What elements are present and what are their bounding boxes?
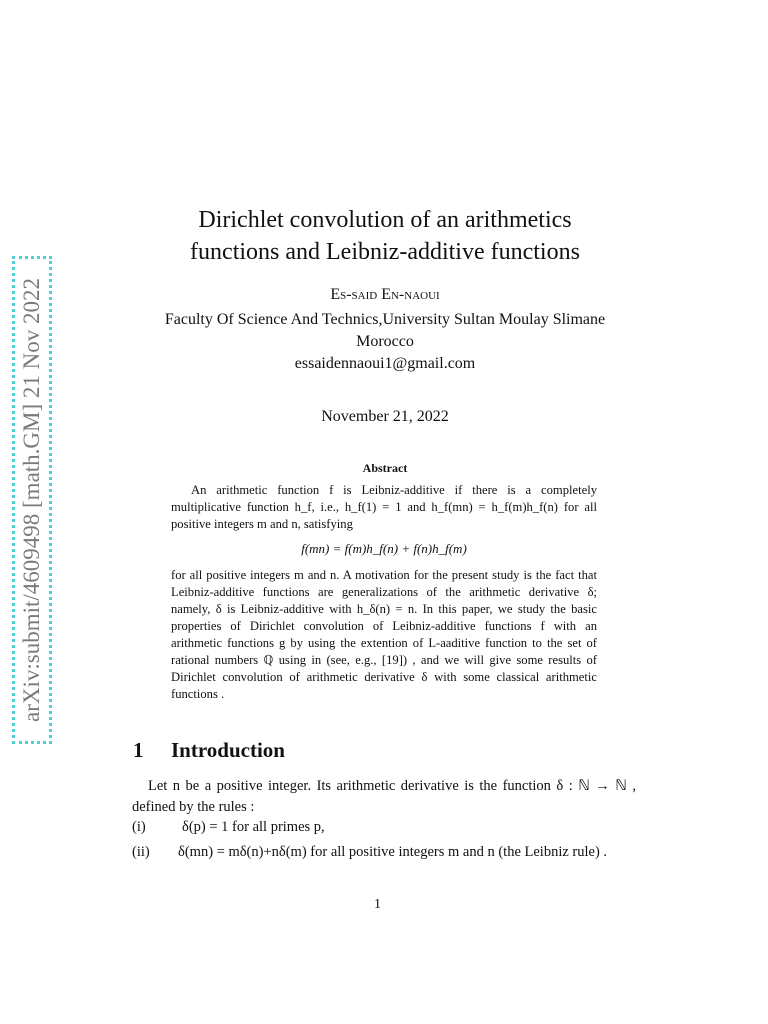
affiliation-line-2: Morocco <box>356 333 414 350</box>
abstract-paragraph-1: An arithmetic function f is Leibniz-additive if there is a completely multiplicative function h_f, i.e., h_f(1) = 1 and h_f(mn) = h_f(m)h_f(n) for all positive integers m and n, satisfying <box>171 483 597 531</box>
paper-date: November 21, 2022 <box>321 408 449 425</box>
rule-i-text: δ(p) = 1 for all primes p, <box>182 819 325 835</box>
abstract-heading: Abstract <box>362 461 408 475</box>
abstract-equation: f(mn) = f(m)h_f(n) + f(n)h_f(m) <box>301 541 467 556</box>
abstract-paragraph-2-text: for all positive integers m and n. A motivation for the present study is the fact that Leibniz-additive functions are generalizations of the arithmetic derivative δ; namely, δ is Leibniz-additive with h_δ(n) = n. In this paper, we study the basic properties of Dirichlet convolution of Leibniz-additive functions f with an arithmetic functions g by using the extention of L-aaditive function to the set of rational numbers ℚ using in (see, e.g., [19]) , and we will give some results of Dirichlet convolution of arithmetic derivative δ with some classical arithmetic functions . <box>171 568 597 701</box>
rule-ii <box>132 842 636 863</box>
affiliation-line-1: Faculty Of Science And Technics,University Sultan Moulay Slimane <box>164 311 606 328</box>
arxiv-stamp-text: arXiv:submit/4609498 [math.GM] 21 Nov 2022 <box>19 278 44 722</box>
abstract-paragraph-2 <box>171 567 597 703</box>
arxiv-stamp[interactable] <box>12 256 52 744</box>
author-name: Es-said En-naoui <box>330 286 440 303</box>
rule-i-label: (i) <box>132 819 146 835</box>
section-heading <box>133 738 285 763</box>
rule-i <box>132 817 636 838</box>
author-email: essaidennaoui1@gmail.com <box>294 355 476 372</box>
section-title: Introduction <box>171 738 285 762</box>
intro-paragraph: Let n be a positive integer. Its arithmetic derivative is the function δ : ℕ → ℕ , defined by the rules : <box>132 778 636 815</box>
title-line-1: Dirichlet convolution of an arithmetics <box>198 207 572 233</box>
affiliation <box>110 309 660 375</box>
rule-ii-label: (ii) <box>132 844 150 860</box>
title-line-2: functions and Leibniz-additive functions <box>190 239 580 265</box>
paper-title <box>130 204 640 268</box>
rule-ii-text: δ(mn) = mδ(n)+nδ(m) for all positive integers m and n (the Leibniz rule) . <box>178 844 608 860</box>
page-number: 1 <box>374 897 381 912</box>
section-number: 1 <box>133 738 144 762</box>
